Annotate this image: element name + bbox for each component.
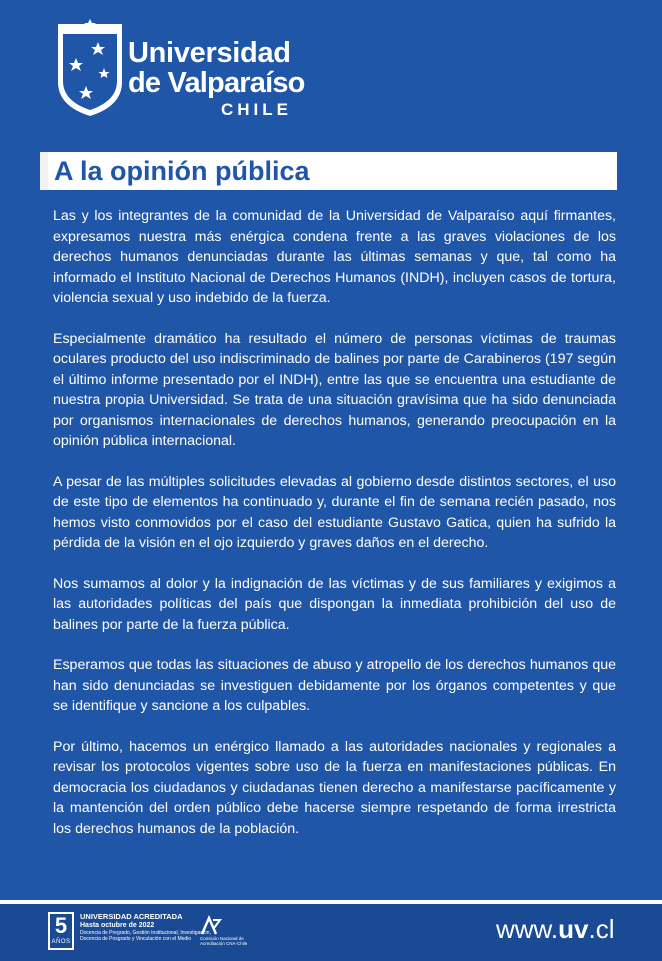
- accreditation-until: Hasta octubre de 2022: [80, 922, 155, 929]
- brand-name-line2: de Valparaíso: [128, 67, 305, 99]
- university-shield-icon: [56, 18, 124, 118]
- accreditation-years: 5: [54, 913, 68, 938]
- paragraph: Nos sumamos al dolor y la indignación de las víctimas y de sus familiares y exigimos a las autoridades políticas del país que dispongan la inmediata prohibición del uso de balines por parte de la fuerza pública.: [53, 575, 616, 633]
- cna-name: Comisión Nacional de Acreditación CNA-Chile: [200, 936, 248, 946]
- paragraph: Especialmente dramático ha resultado el número de personas víctimas de traumas oculares producto del uso indiscriminado de balines por parte de Carabineros (197 según el último informe presentado por el INDH), entre las que se encuentra una estudiante de nuestra propia Universidad. Se trata de una situación gravísima que ha sido denunciada por organismos internacionales de derechos humanos, generando preocupación en la opinión pública internacional.: [53, 330, 616, 449]
- university-logo: [56, 18, 306, 134]
- cna-mark-icon: [200, 914, 222, 936]
- website-domain: uv: [558, 914, 589, 944]
- accreditation-years-badge: [48, 912, 74, 950]
- university-wordmark: [128, 38, 308, 120]
- paragraph: Las y los integrantes de la comunidad de la Universidad de Valparaíso aquí firmantes, expresamos nuestra más enérgica condena frente a las graves violaciones de los derechos humanos denunciadas durante las últimas semanas y que, tal como ha informado el Instituto Nacional de Derechos Humanos (INDH), incluyen casos de tortura, violencia sexual y uso indebido de la fuerza.: [53, 208, 616, 306]
- paragraph: Por último, hacemos un enérgico llamado a las autoridades nacionales y regionales a revisar los protocolos vigentes sobre uso de la fuerza en manifestaciones públicas. En democracia los ciudadanos y ciudadanas tienen derecho a manifestarse pacíficamente y la mantención del orden público debe hacerse siempre respetando de forma irrestricta los derechos humanos de la población.: [53, 738, 616, 837]
- website-suffix: .cl: [588, 914, 615, 944]
- footer: [0, 900, 662, 961]
- title-accent-bar: [40, 152, 48, 190]
- statement-body: [53, 206, 616, 839]
- website-link[interactable]: [496, 914, 614, 944]
- accreditation-areas: Docencia de Pregrado, Gestión Institucional, Investigación, Docencia de Posgrado y Vinculación con el Medio: [80, 930, 211, 942]
- website-prefix: www.: [496, 914, 559, 944]
- brand-country: CHILE: [221, 100, 292, 119]
- cna-logo: [200, 914, 264, 954]
- paragraph: A pesar de las múltiples solicitudes elevadas al gobierno desde distintos sectores, el uso de este tipo de elementos ha continuado y, durante el fin de semana recién pasado, nos hemos visto conmovidos por el caso del estudiante Gustavo Gatica, quien ha sufrido la pérdida de la visión en el ojo izquierdo y graves daños en el derecho.: [53, 473, 616, 551]
- accreditation-title: UNIVERSIDAD ACREDITADA: [80, 912, 183, 921]
- title-band: [40, 152, 617, 190]
- footer-divider: [0, 900, 662, 904]
- paragraph: Esperamos que todas las situaciones de abuso y atropello de los derechos humanos que han sido denunciadas se investiguen debidamente por los órganos competentes y que se identifique y sancione a los culpables.: [53, 657, 616, 714]
- page-title: A la opinión pública: [54, 156, 310, 186]
- brand-name-line1: Universidad: [128, 37, 291, 69]
- accreditation-years-label: AÑOS: [51, 939, 71, 945]
